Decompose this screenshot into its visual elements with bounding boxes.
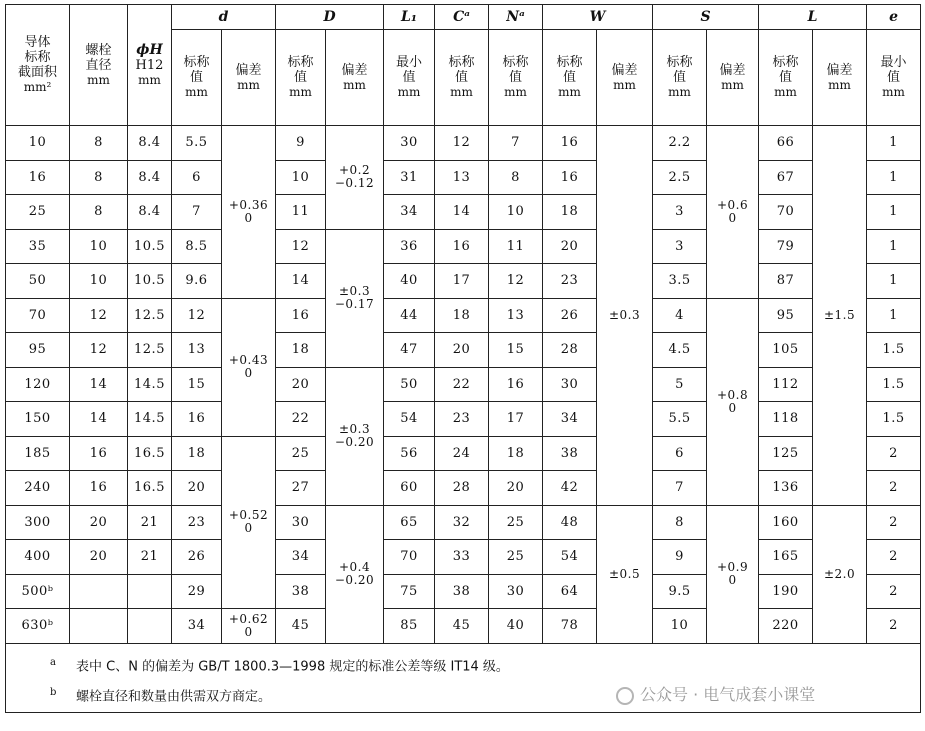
cell-d: 26 — [172, 540, 222, 575]
cell-d: 34 — [172, 609, 222, 644]
footnote-a: a 表中 C、N 的偏差为 GB/T 1800.3—1998 规定的标准公差等级 IT14 级。 — [50, 656, 509, 674]
header-L: L — [759, 5, 867, 30]
cell-S: 2.5 — [653, 160, 707, 195]
cell-W-tolerance: ±0.3 — [597, 126, 653, 506]
tolerance-value: 0 — [244, 366, 253, 380]
cell-W: 16 — [543, 126, 597, 161]
cell-C: 22 — [435, 367, 489, 402]
subheader-W-dev: 偏差 mm — [597, 30, 653, 126]
cell-bolt: 20 — [70, 505, 128, 540]
table-row — [6, 436, 921, 471]
cell-C: 18 — [435, 298, 489, 333]
cell-L1: 85 — [384, 609, 435, 644]
table-row — [6, 609, 921, 644]
cell-hole — [128, 609, 172, 644]
cell-d-tolerance — [222, 609, 276, 644]
cell-e: 1 — [867, 195, 921, 230]
cell-L: 160 — [759, 505, 813, 540]
cell-d: 8.5 — [172, 229, 222, 264]
cell-d: 13 — [172, 333, 222, 368]
cell-N: 10 — [489, 195, 543, 230]
tolerance-value: −0.17 — [334, 297, 375, 311]
table-row — [6, 126, 921, 161]
cell-D: 9 — [276, 126, 326, 161]
cell-d: 15 — [172, 367, 222, 402]
subheader-C-nominal: 标称 值 mm — [435, 30, 489, 126]
cell-S: 2.2 — [653, 126, 707, 161]
cell-S-tolerance — [707, 298, 759, 505]
cell-C: 28 — [435, 471, 489, 506]
header-W: W — [543, 5, 653, 30]
tolerance-value: ±0.3 — [338, 422, 371, 436]
cell-d: 29 — [172, 574, 222, 609]
tolerance-value: 0 — [728, 210, 737, 225]
subheader-S-nominal: 标称 值 mm — [653, 30, 707, 126]
tolerance-value: 0 — [244, 210, 253, 225]
tolerance-value: +0.2 — [338, 163, 371, 178]
cell-e: 1 — [867, 298, 921, 333]
cell-W: 16 — [543, 160, 597, 195]
header-S: S — [653, 5, 759, 30]
cell-C: 12 — [435, 126, 489, 161]
cell-C: 24 — [435, 436, 489, 471]
header-C: Cᵃ — [435, 5, 489, 30]
cell-hole: 8.4 — [128, 195, 172, 230]
cell-L1: 36 — [384, 229, 435, 264]
header-hole-diameter: ϕH H12 mm — [128, 5, 172, 126]
cell-bolt: 10 — [70, 264, 128, 299]
cell-section: 25 — [6, 195, 70, 230]
tolerance-value: 0 — [728, 400, 737, 415]
cell-W: 78 — [543, 609, 597, 644]
subheader-D-nominal: 标称 值 mm — [276, 30, 326, 126]
cell-section: 35 — [6, 229, 70, 264]
cell-N: 11 — [489, 229, 543, 264]
table-row — [6, 505, 921, 540]
tolerance-value: −0.12 — [334, 176, 375, 191]
table-row — [6, 367, 921, 402]
cell-S: 4 — [653, 298, 707, 333]
cell-hole: 10.5 — [128, 229, 172, 264]
tolerance-value: 0 — [244, 624, 253, 639]
cell-L1: 50 — [384, 367, 435, 402]
tolerance-value: +0.4 — [338, 560, 371, 574]
table-row — [6, 574, 921, 609]
cell-e: 1 — [867, 229, 921, 264]
cell-N: 18 — [489, 436, 543, 471]
cell-L1: 60 — [384, 471, 435, 506]
cell-section: 120 — [6, 367, 70, 402]
tolerance-value: +0.6 — [716, 197, 749, 212]
cell-hole: 16.5 — [128, 436, 172, 471]
cell-e: 1.5 — [867, 402, 921, 437]
cell-e: 1.5 — [867, 367, 921, 402]
cell-L-tolerance: ±2.0 — [813, 505, 867, 643]
cell-section: 95 — [6, 333, 70, 368]
cell-C: 17 — [435, 264, 489, 299]
table-row — [6, 160, 921, 195]
cell-d: 18 — [172, 436, 222, 471]
cell-L1: 44 — [384, 298, 435, 333]
cell-d: 23 — [172, 505, 222, 540]
cell-S-tolerance — [707, 126, 759, 299]
cell-hole: 8.4 — [128, 160, 172, 195]
cell-S: 10 — [653, 609, 707, 644]
cell-W-tolerance: ±0.5 — [597, 505, 653, 643]
terminal-spec-table — [5, 4, 921, 713]
tolerance-value: +0.36 — [228, 197, 269, 212]
cell-C: 23 — [435, 402, 489, 437]
cell-C: 16 — [435, 229, 489, 264]
cell-W: 26 — [543, 298, 597, 333]
cell-W: 30 — [543, 367, 597, 402]
cell-L1: 56 — [384, 436, 435, 471]
subheader-L-dev: 偏差 mm — [813, 30, 867, 126]
cell-e: 2 — [867, 540, 921, 575]
cell-N: 16 — [489, 367, 543, 402]
cell-section: 500ᵇ — [6, 574, 70, 609]
tolerance-value: +0.8 — [716, 387, 749, 402]
cell-d: 20 — [172, 471, 222, 506]
cell-L1: 30 — [384, 126, 435, 161]
tolerance-value: +0.62 — [228, 611, 269, 626]
cell-L: 66 — [759, 126, 813, 161]
cell-C: 13 — [435, 160, 489, 195]
cell-W: 54 — [543, 540, 597, 575]
cell-hole: 21 — [128, 505, 172, 540]
cell-bolt: 8 — [70, 160, 128, 195]
cell-e: 1.5 — [867, 333, 921, 368]
cell-D: 30 — [276, 505, 326, 540]
cell-D: 16 — [276, 298, 326, 333]
cell-W: 48 — [543, 505, 597, 540]
cell-bolt — [70, 609, 128, 644]
cell-N: 25 — [489, 505, 543, 540]
cell-e: 2 — [867, 574, 921, 609]
cell-e: 2 — [867, 609, 921, 644]
table-row — [6, 298, 921, 333]
cell-L: 67 — [759, 160, 813, 195]
tolerance-value: 0 — [728, 573, 737, 587]
cell-L1: 65 — [384, 505, 435, 540]
cell-D-tolerance — [326, 126, 384, 230]
cell-L: 190 — [759, 574, 813, 609]
cell-section: 10 — [6, 126, 70, 161]
table-row — [6, 229, 921, 264]
cell-section: 70 — [6, 298, 70, 333]
cell-W: 23 — [543, 264, 597, 299]
cell-S: 5.5 — [653, 402, 707, 437]
cell-C: 38 — [435, 574, 489, 609]
cell-bolt: 14 — [70, 402, 128, 437]
cell-C: 32 — [435, 505, 489, 540]
cell-section: 50 — [6, 264, 70, 299]
cell-C: 20 — [435, 333, 489, 368]
cell-bolt: 12 — [70, 298, 128, 333]
cell-L: 95 — [759, 298, 813, 333]
cell-N: 8 — [489, 160, 543, 195]
tolerance-value: +0.52 — [228, 508, 269, 523]
cell-e: 1 — [867, 126, 921, 161]
cell-S: 3.5 — [653, 264, 707, 299]
cell-L-tolerance: ±1.5 — [813, 126, 867, 506]
footnote-b: b 螺栓直径和数量由供需双方商定。 — [50, 686, 272, 705]
cell-L1: 75 — [384, 574, 435, 609]
cell-d-tolerance — [222, 298, 276, 436]
subheader-d-nominal: 标称 值 mm — [172, 30, 222, 126]
cell-e: 1 — [867, 264, 921, 299]
cell-hole: 21 — [128, 540, 172, 575]
table-body — [6, 126, 921, 644]
cell-L: 79 — [759, 229, 813, 264]
cell-S: 3 — [653, 229, 707, 264]
cell-S-tolerance — [707, 505, 759, 643]
cell-W: 20 — [543, 229, 597, 264]
subheader-N-nominal: 标称 值 mm — [489, 30, 543, 126]
cell-D-tolerance — [326, 505, 384, 643]
cell-d: 16 — [172, 402, 222, 437]
cell-hole: 12.5 — [128, 333, 172, 368]
cell-N: 40 — [489, 609, 543, 644]
cell-N: 13 — [489, 298, 543, 333]
cell-S: 4.5 — [653, 333, 707, 368]
tolerance-value: −0.20 — [334, 573, 375, 587]
cell-L1: 31 — [384, 160, 435, 195]
cell-d-tolerance — [222, 126, 276, 299]
tolerance-value: ±0.3 — [338, 284, 371, 298]
cell-W: 34 — [543, 402, 597, 437]
cell-section: 150 — [6, 402, 70, 437]
spec-table-container — [5, 4, 920, 713]
table-row — [6, 333, 921, 368]
cell-L: 165 — [759, 540, 813, 575]
cell-D: 11 — [276, 195, 326, 230]
cell-hole: 12.5 — [128, 298, 172, 333]
subheader-d-dev: 偏差 mm — [222, 30, 276, 126]
cell-d-tolerance — [222, 436, 276, 609]
cell-N: 20 — [489, 471, 543, 506]
tolerance-value: +0.43 — [228, 353, 269, 367]
cell-D: 14 — [276, 264, 326, 299]
cell-L: 118 — [759, 402, 813, 437]
cell-D: 22 — [276, 402, 326, 437]
cell-e: 2 — [867, 436, 921, 471]
cell-bolt: 8 — [70, 195, 128, 230]
cell-d: 9.6 — [172, 264, 222, 299]
cell-D: 10 — [276, 160, 326, 195]
cell-L: 112 — [759, 367, 813, 402]
cell-D: 38 — [276, 574, 326, 609]
cell-e: 1 — [867, 160, 921, 195]
cell-section: 240 — [6, 471, 70, 506]
cell-C: 14 — [435, 195, 489, 230]
cell-L1: 54 — [384, 402, 435, 437]
cell-e: 2 — [867, 505, 921, 540]
cell-L: 220 — [759, 609, 813, 644]
cell-d: 5.5 — [172, 126, 222, 161]
cell-D: 18 — [276, 333, 326, 368]
cell-e: 2 — [867, 471, 921, 506]
cell-section: 400 — [6, 540, 70, 575]
cell-bolt: 16 — [70, 471, 128, 506]
header-bolt-diameter: 螺栓 直径 mm — [70, 5, 128, 126]
subheader-W-nominal: 标称 值 mm — [543, 30, 597, 126]
cell-d: 6 — [172, 160, 222, 195]
cell-S: 3 — [653, 195, 707, 230]
header-conductor-section: 导体 标称 截面积 mm² — [6, 5, 70, 126]
header-L1: L₁ — [384, 5, 435, 30]
cell-S: 9 — [653, 540, 707, 575]
cell-section: 300 — [6, 505, 70, 540]
cell-D: 27 — [276, 471, 326, 506]
subheader-S-dev: 偏差 mm — [707, 30, 759, 126]
tolerance-value: −0.20 — [334, 435, 375, 449]
table-row — [6, 471, 921, 506]
cell-bolt: 16 — [70, 436, 128, 471]
cell-bolt: 8 — [70, 126, 128, 161]
subheader-e-min: 最小 值 mm — [867, 30, 921, 126]
table-row — [6, 195, 921, 230]
cell-d: 7 — [172, 195, 222, 230]
cell-section: 630ᵇ — [6, 609, 70, 644]
cell-S: 9.5 — [653, 574, 707, 609]
header-D: D — [276, 5, 384, 30]
cell-S: 7 — [653, 471, 707, 506]
cell-C: 45 — [435, 609, 489, 644]
cell-N: 30 — [489, 574, 543, 609]
cell-L1: 40 — [384, 264, 435, 299]
cell-W: 38 — [543, 436, 597, 471]
cell-N: 17 — [489, 402, 543, 437]
cell-bolt: 12 — [70, 333, 128, 368]
cell-hole: 14.5 — [128, 402, 172, 437]
cell-L: 125 — [759, 436, 813, 471]
cell-D: 12 — [276, 229, 326, 264]
header-N: Nᵃ — [489, 5, 543, 30]
tolerance-value: +0.9 — [716, 560, 749, 574]
wechat-icon — [616, 687, 634, 705]
cell-L: 105 — [759, 333, 813, 368]
subheader-L1-min: 最小 值 mm — [384, 30, 435, 126]
cell-S: 6 — [653, 436, 707, 471]
cell-hole — [128, 574, 172, 609]
cell-bolt: 14 — [70, 367, 128, 402]
cell-section: 16 — [6, 160, 70, 195]
cell-L: 136 — [759, 471, 813, 506]
header-d: d — [172, 5, 276, 30]
cell-D: 45 — [276, 609, 326, 644]
cell-section: 185 — [6, 436, 70, 471]
cell-C: 33 — [435, 540, 489, 575]
cell-N: 12 — [489, 264, 543, 299]
table-row — [6, 540, 921, 575]
table-row — [6, 264, 921, 299]
cell-hole: 10.5 — [128, 264, 172, 299]
cell-W: 42 — [543, 471, 597, 506]
cell-L: 87 — [759, 264, 813, 299]
tolerance-value: 0 — [244, 521, 253, 536]
subheader-D-dev: 偏差 mm — [326, 30, 384, 126]
cell-bolt: 10 — [70, 229, 128, 264]
header-e: e — [867, 5, 921, 30]
cell-W: 28 — [543, 333, 597, 368]
cell-N: 25 — [489, 540, 543, 575]
cell-hole: 8.4 — [128, 126, 172, 161]
cell-D-tolerance — [326, 367, 384, 505]
cell-d: 12 — [172, 298, 222, 333]
cell-bolt — [70, 574, 128, 609]
subheader-L-nominal: 标称 值 mm — [759, 30, 813, 126]
cell-L1: 34 — [384, 195, 435, 230]
cell-L1: 47 — [384, 333, 435, 368]
cell-W: 64 — [543, 574, 597, 609]
cell-hole: 16.5 — [128, 471, 172, 506]
cell-L1: 70 — [384, 540, 435, 575]
watermark: 公众号 · 电气成套小课堂 — [616, 682, 815, 705]
cell-D: 25 — [276, 436, 326, 471]
cell-D: 20 — [276, 367, 326, 402]
cell-L: 70 — [759, 195, 813, 230]
cell-W: 18 — [543, 195, 597, 230]
cell-D: 34 — [276, 540, 326, 575]
table-row — [6, 402, 921, 437]
cell-N: 7 — [489, 126, 543, 161]
cell-D-tolerance — [326, 229, 384, 367]
cell-S: 5 — [653, 367, 707, 402]
cell-N: 15 — [489, 333, 543, 368]
cell-hole: 14.5 — [128, 367, 172, 402]
cell-S: 8 — [653, 505, 707, 540]
cell-bolt: 20 — [70, 540, 128, 575]
